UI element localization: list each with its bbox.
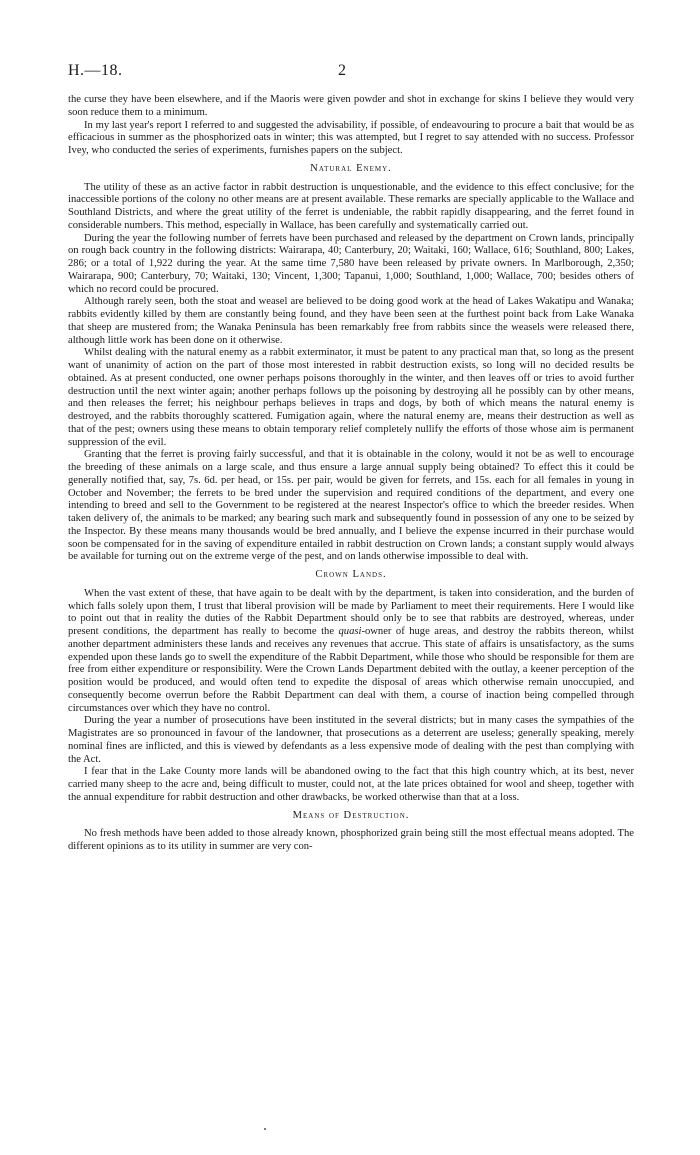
paragraph-continuation: the curse they have been elsewhere, and if the Maoris were given powder and shot in exchange for skins I believe they would very soon reduce them to a minimum. [68, 94, 634, 118]
document-code: H.—18. [68, 62, 123, 79]
section-heading-means-of-destruction: Means of Destruction. [292, 809, 410, 821]
paragraph-stoat-weasel: Although rarely seen, both the stoat and weasel are believed to be doing good work at the head of Lakes Wakatipu and Wanaka; rabbits evidently killed by them are constantly being found, and they have been seen at the furthest point back from Lake Wanaka that sheep are mustered from; the Wanaka Peninsula has been remarkably free from rabbits since the weasels were released there, although little work has been done on it otherwise. [68, 296, 634, 346]
paragraph-ferret-numbers: During the year the following number of ferrets have been purchased and released by the department on Crown lands, principally on rough back country in the following districts: Wairarapa, 40; Canterbury, 20; Waitaki, 160; Wallace, 616; Southland, 800; Lakes, 286; or a total of 1,922 during the year. At the same time 7,580 have been released by private owners. In Marlborough, 2,350; Wairarapa, 900; Canterbury, 70; Waitaki, 130; Vincent, 1,300; Tapanui, 1,000; Southland, 1,000; Wallace, 700; besides others of which no record could be procured. [68, 232, 634, 295]
paragraph-bait-report: In my last year's report I referred to and suggested the advisability, if possible, of endeavouring to procure a bait that would be as efficacious in summer as the phosphorized oats in winter; this was attempted, but I regret to say attended with no success. Professor Ivey, who conducted the series of experiments, furnishes papers on the subject. [68, 119, 634, 156]
page-speck [264, 1128, 266, 1130]
paragraph-crown-lands-part2: -owner of huge areas, and destroy the rabbits thereon, whilst another department administers these lands and receives any revenues that accrue. This state of affairs is unsatisfactory, as the sums expended upon these lands go to swell the expenditure of the Rabbit Department, while those who should be responsible for them are free from either expenditure or responsibility. Were the Crown Lands Department debited with the outlay, a keener perception of the position would be produced, and would often tend to expedite the disposal of areas which otherwise remain unoccupied, and consequently become overrun before the Rabbit Department can deal with them, a course of inaction being compelled through circumstances over which they have no control. [68, 626, 634, 714]
paragraph-crown-lands [68, 588, 634, 716]
paragraph-fresh-methods: No fresh methods have been added to those already known, phosphorized grain being still the most effectual means adopted. The different opinions as to its utility in summer are very con- [68, 828, 634, 852]
paragraph-crown-lands-part1: When the vast extent of these, that have again to be dealt with by the department, is taken into consideration, and the burden of which falls solely upon them, I trust that liberal provision will be made by Parliament to meet their requirements. Here I would like to point out that in reality the duties of the Rabbit Department should only be to see that rabbits are destroyed, whereas, under present conditions, the department has really to become the [68, 587, 634, 637]
paragraph-unanimity: Whilst dealing with the natural enemy as a rabbit exterminator, it must be patent to any practical man that, so long as the present want of unanimity of action on the part of those most interested in rabbit destruction exists, so long will no decided results be obtained. As at present conducted, one owner perhaps poisons thoroughly in the winter, and then leaves off or tries to avoid further destruction until the next winter again; another perhaps follows up the poisoning by destroying all he possibly can by other means, and then releases the ferret; his neighbour perhaps believes in traps and dogs, by both of which means the natural enemy is destroyed, and the rabbits thoroughly scattered. Fumigation again, where the natural enemy are, means their destruction as well as that of the pest; owners using these means to obtain temporary relief completely nullify the efforts of those whose aim is permanent suppression of the evil. [68, 347, 634, 448]
page-number: 2 [338, 62, 346, 79]
page-header [68, 62, 634, 82]
paragraph-utility: The utility of these as an active factor in rabbit destruction is unquestionable, and the evidence to this effect conclusive; for the inaccessible portions of the colony no other means are at present available. These remarks are specially applicable to the Wallace and Southland Districts, and where the great utility of the ferret is undeniable, the rabbit rapidly disappearing, and the ferret found in considerable numbers. This method, especially in Wallace, has been carefully and systematically carried out. [68, 181, 634, 231]
paragraph-breeding: Granting that the ferret is proving fairly successful, and that it is obtainable in the colony, would it not be as well to encourage the breeding of these animals on a large scale, and thus ensure a large annual supply being obtained? To effect this it could be generally notified that, say, 7s. 6d. per head, or 15s. per pair, would be given for ferrets, and 15s. each for all females in young in October and November; the ferrets to be bred under the supervision and required conditions of the department, and every one intending to breed and sell to the Government to be registered at the nearest Inspector's office to which the breeder resides. When taken delivery of, the animals to be marked; any bearing such mark and subsequently found in possession of any one to be seized by the Inspector. By these means many thousands would be bred annually, and I believe the expense incurred in their purchase would soon be compensated for in the saving of expenditure entailed in rabbit destruction on Crown lands; a constant supply would always be available for turning out on the extreme verge of the pest, and on lands otherwise impossible to deal with. [68, 449, 634, 563]
section-heading-crown-lands: Crown Lands. [315, 569, 387, 580]
section-heading-natural-enemy: Natural Enemy. [310, 162, 392, 174]
paragraph-prosecutions: During the year a number of prosecutions have been instituted in the several districts; but in many cases the sympathies of the Magistrates are so pronounced in favour of the landowner, that prosecutions as a deterrent are useless; generally speaking, merely nominal fines are inflicted, and this is viewed by defendants as a less expensive mode of dealing with the pest than complying with the Act. [68, 715, 634, 765]
paragraph-crown-lands-emphasis: quasi [338, 626, 362, 637]
paragraph-lake-county: I fear that in the Lake County more lands will be abandoned owing to the fact that this high country which, at its best, never carried many sheep to the acre and, being difficult to muster, could not, at the late prices obtained for wool and sheep, together with the annual expenditure for rabbit destruction and other drawbacks, be worked otherwise than that at a loss. [68, 766, 634, 803]
document-body [68, 94, 634, 854]
